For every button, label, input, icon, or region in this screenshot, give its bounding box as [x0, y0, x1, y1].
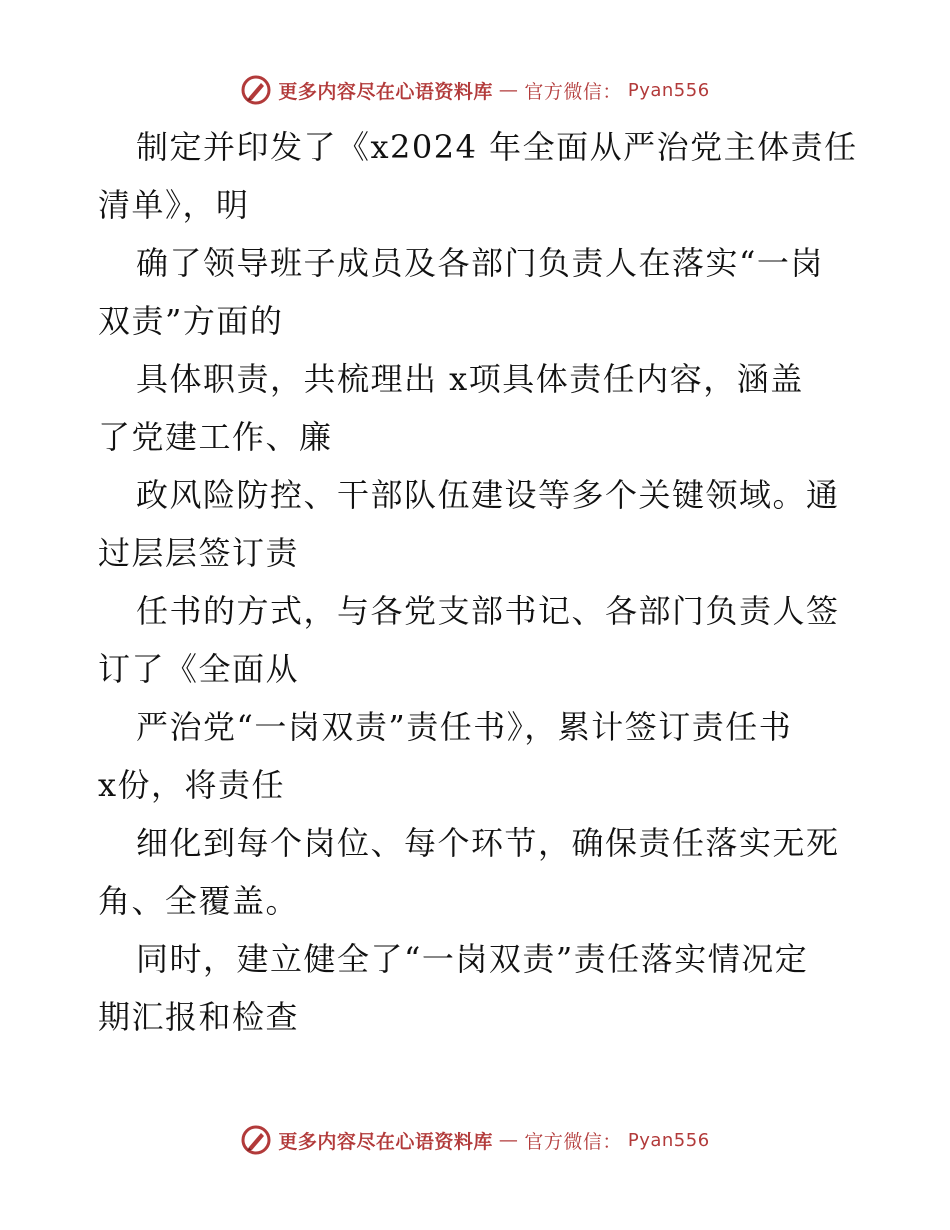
pen-logo-icon [240, 1124, 272, 1156]
paragraph-4-first-line: 政风险防控、干部队伍建设等多个关键领域。通 [136, 476, 840, 514]
watermark-main-text: 更多内容尽在心语资料库 [278, 80, 493, 103]
paragraph-7-continuation: 角、全覆盖。 [98, 882, 300, 920]
watermark-main-text: 更多内容尽在心语资料库 [278, 1130, 493, 1153]
watermark-separator: — [498, 1129, 519, 1151]
paragraph-1-continuation: 清单》，明 [98, 186, 250, 224]
paragraph-5-continuation: 订了《全面从 [98, 650, 300, 688]
paragraph-4-continuation: 过层层签订责 [98, 534, 300, 572]
paragraph-6 [98, 698, 858, 814]
paragraph-8-first-line: 同时，建立健全了“一岗双责”责任落实情况定 [136, 940, 809, 978]
paragraph-1-first-line: 制定并印发了《x2024 年全面从严治党主体责任 [136, 128, 858, 166]
paragraph-7-first-line: 细化到每个岗位、每个环节，确保责任落实无死 [136, 824, 840, 862]
paragraph-2-first-line: 确了领导班子成员及各部门负责人在落实“一岗 [136, 244, 824, 282]
watermark-separator: — [498, 79, 519, 101]
paragraph-7 [98, 814, 858, 930]
footer-watermark [0, 1120, 950, 1160]
paragraph-6-first-line: 严治党“一岗双责”责任书》，累计签订责任书 [136, 708, 793, 746]
watermark-label: 官方微信： [524, 80, 622, 103]
paragraph-5 [98, 582, 858, 698]
document-body [98, 118, 858, 1046]
watermark-wechat-id: Pyan556 [627, 79, 710, 101]
header-watermark [0, 70, 950, 110]
paragraph-3 [98, 350, 858, 466]
paragraph-1 [98, 118, 858, 234]
paragraph-3-continuation: 了党建工作、廉 [98, 418, 333, 456]
paragraph-8-continuation: 期汇报和检查 [98, 998, 300, 1036]
paragraph-4 [98, 466, 858, 582]
pen-logo-icon [240, 74, 272, 106]
watermark-label: 官方微信： [524, 1130, 622, 1153]
paragraph-5-first-line: 任书的方式，与各党支部书记、各部门负责人签 [136, 592, 840, 630]
paragraph-8 [98, 930, 858, 1046]
paragraph-2 [98, 234, 858, 350]
paragraph-2-continuation: 双责”方面的 [98, 302, 284, 340]
paragraph-3-first-line: 具体职责，共梳理出 x项具体责任内容，涵盖 [136, 360, 804, 398]
paragraph-6-continuation: x份，将责任 [98, 766, 286, 804]
watermark-wechat-id: Pyan556 [627, 1129, 710, 1151]
